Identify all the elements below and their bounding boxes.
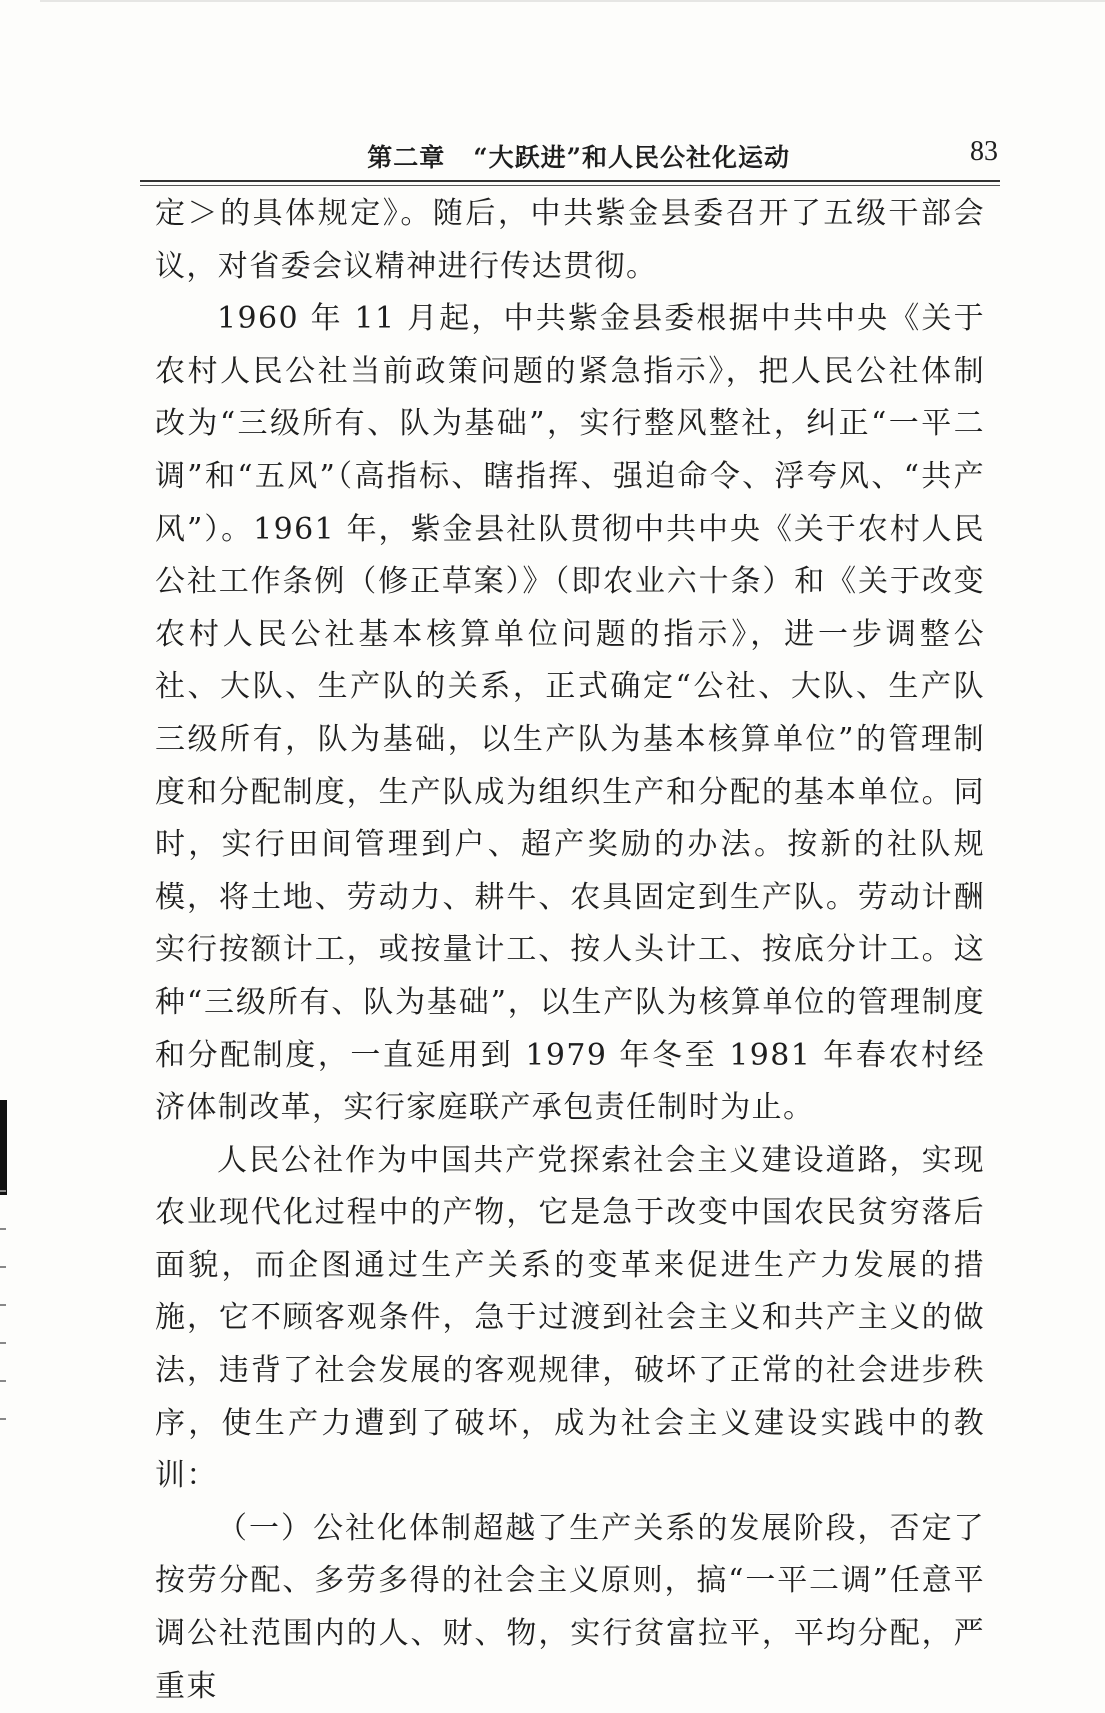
scan-binding-marks — [0, 1190, 6, 1430]
paragraph: （一）公社化体制超越了生产关系的发展阶段，否定了按劳分配、多劳多得的社会主义原则，搞“一平二调”任意平调公社范围内的人、财、物，实行贫富拉平，平均分配，严重束 — [155, 1510, 985, 1704]
paragraph: 1960 年 11 月起，中共紫金县委根据中共中央《关于农村人民公社当前政策问题的紧急指示》，把人民公社体制改为“三级所有、队为基础”，实行整风整社，纠正“一平二调”和“五风”（高指标、瞎指挥、强迫命令、浮夸风、“共产风”）。1961 年，紫金县社队贯彻中共中央《关于农村人民公社工作条例（修正草案）》（即农业六十条）和《关于改变农村人民公社基本核算单位问题的指示》，进一步调整公社、大队、生产队的关系，正式确定“公社、大队、生产队三级所有，队为基础，以生产队为基本核算单位”的管理制度和分配制度，生产队成为组织生产和分配的基本单位。同时，实行田间管理到户、超产奖励的办法。按新的社队规模，将土地、劳动力、耕牛、农具固定到生产队。劳动计酬实行按额计工，或按量计工、按人头计工、按底分计工。这种“三级所有、队为基础”，以生产队为核算单位的管理制度和分配制度，一直延用到 1979 年冬至 1981 年春农村经济体制改革，实行家庭联产承包责任制时为止。 — [155, 301, 985, 1126]
scan-edge-line — [40, 0, 1105, 2]
running-header — [140, 136, 1000, 182]
scan-binding-shadow — [0, 1100, 7, 1195]
header-rule — [140, 185, 1000, 186]
paragraph: 定＞的具体规定》。随后，中共紫金县委召开了五级干部会议，对省委会议精神进行传达贯彻。 — [155, 196, 985, 284]
paragraph: 人民公社作为中国共产党探索社会主义建设道路，实现农业现代化过程中的产物，它是急于改变中国农民贫穷落后面貌，而企图通过生产关系的变革来促进生产力发展的措施，它不顾客观条件，急于过渡到社会主义和共产主义的做法，违背了社会发展的客观规律，破坏了正常的社会进步秩序，使生产力遭到了破坏，成为社会主义建设实践中的教训： — [155, 1142, 985, 1494]
body-text — [155, 188, 985, 1713]
chapter-title: “大跃进”和人民公社化运动 — [473, 143, 790, 172]
page-number: 83 — [970, 136, 998, 167]
chapter-label: 第二章 — [367, 143, 446, 172]
chapter-heading — [367, 138, 790, 174]
